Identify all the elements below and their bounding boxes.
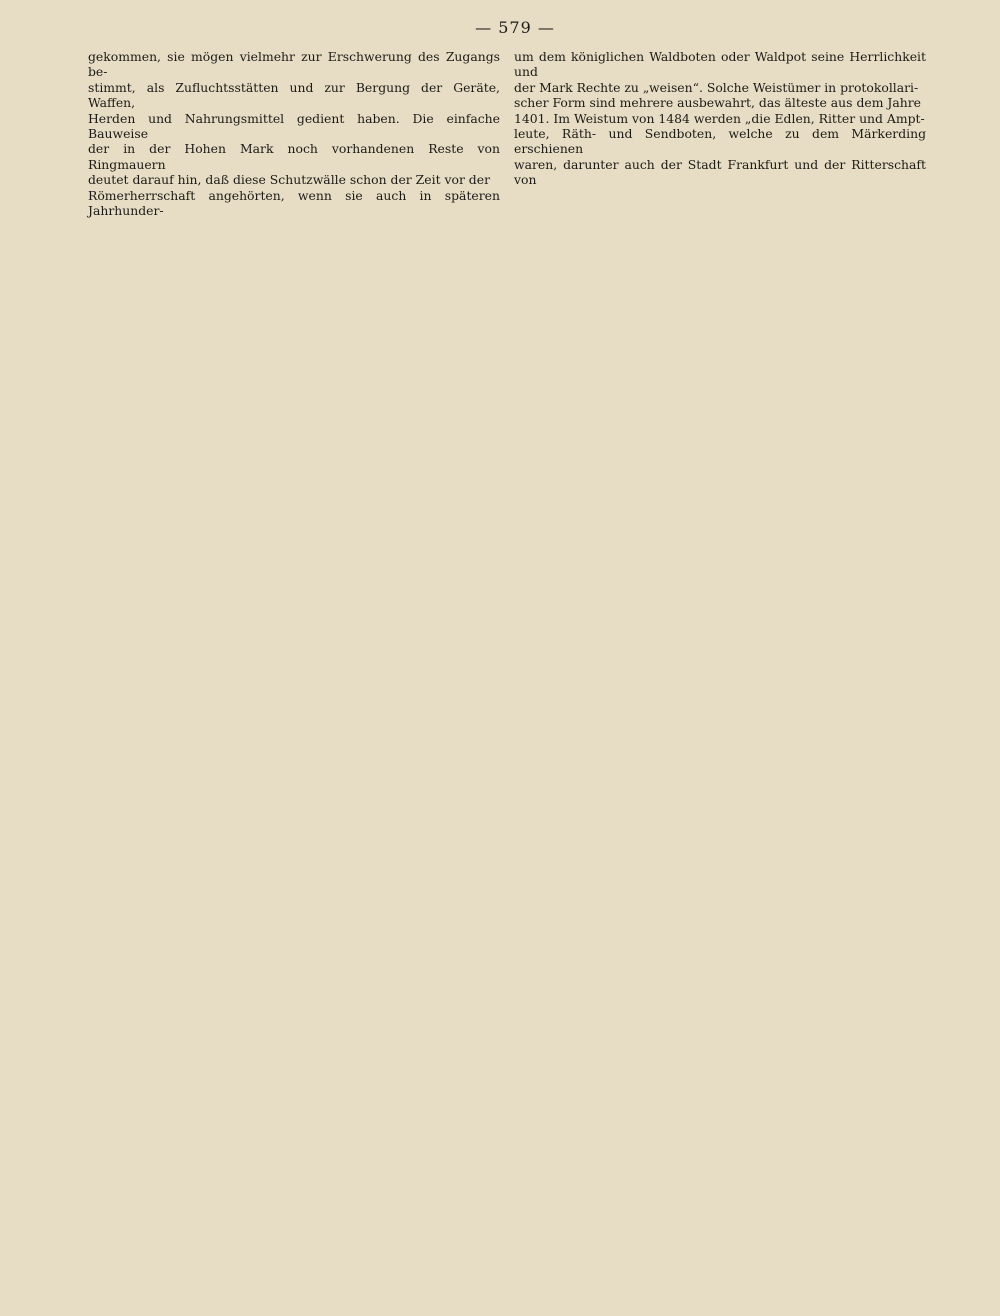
paragraph: der in der Hohen Mark noch vorhandenen Reste von Ringmauern — [88, 141, 500, 172]
paragraph: stimmt, als Zufluchtsstätten und zur Bergung der Geräte, Waffen, — [88, 79, 500, 111]
paragraph: leute, Räth- und Sendboten, welche zu dem Märkerding erschienen — [514, 126, 926, 157]
paragraph: waren, darunter auch der Stadt Frankfurt und der Ritterschaft von — [514, 156, 926, 188]
paragraph: um dem königlichen Waldboten oder Waldpot seine Herrlichkeit und — [514, 49, 926, 80]
paragraph: Herden und Nahrungsmittel gedient haben. Die einfache Bauweise — [88, 110, 500, 142]
page-number: — 579 — — [475, 18, 555, 37]
paragraph: Römerherrschaft angehörten, wenn sie auch in späteren Jahrhunder- — [88, 187, 500, 219]
right-column — [514, 49, 926, 188]
paragraph: gekommen, sie mögen vielmehr zur Erschwerung des Zugangs be- — [88, 49, 500, 80]
paragraph: scher Form sind mehrere ausbewahrt, das älteste aus dem Jahre — [514, 95, 921, 111]
text-columns — [88, 49, 942, 218]
paragraph: der Mark Rechte zu „weisen“. Solche Weistümer in protokollari- — [514, 79, 919, 95]
left-column — [88, 49, 500, 218]
paragraph: deutet darauf hin, daß diese Schutzwälle schon der Zeit vor der — [88, 172, 490, 188]
paragraph: 1401. Im Weistum von 1484 werden „die Edlen, Ritter und Ampt- — [514, 110, 925, 126]
